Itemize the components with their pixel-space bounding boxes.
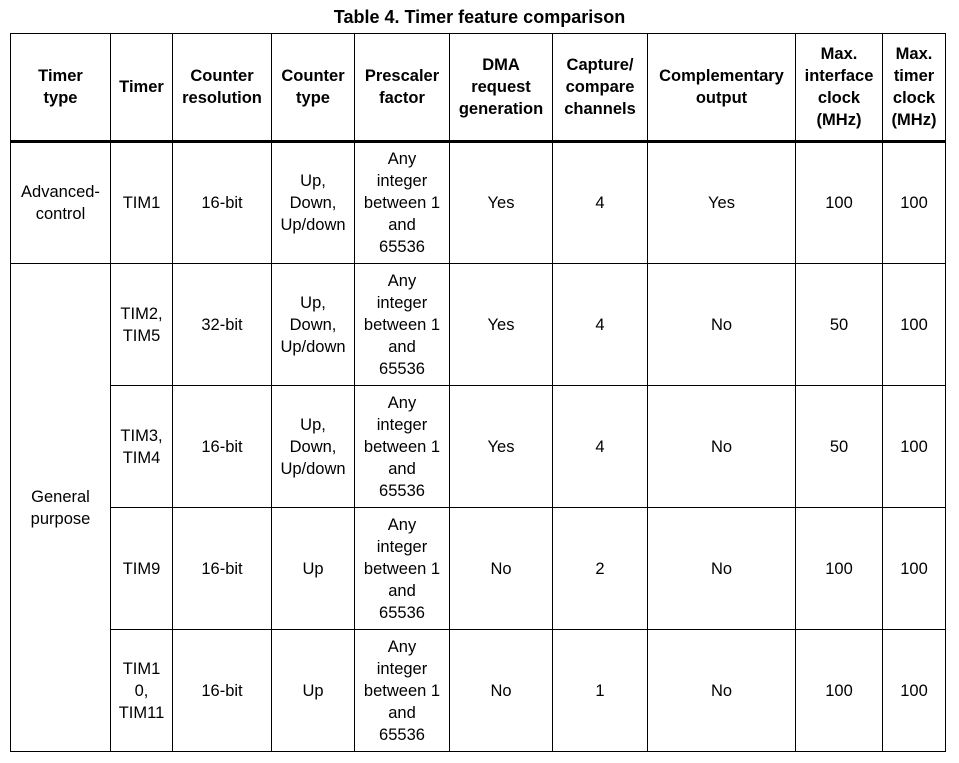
- cell-max-timer-clock: 100: [883, 630, 946, 752]
- cell-complementary-output: No: [648, 630, 796, 752]
- cell-timer: TIM1 0, TIM11: [111, 630, 173, 752]
- timer-type-advanced-control: Advanced- control: [11, 142, 111, 264]
- cell-counter-resolution: 16-bit: [173, 142, 272, 264]
- cell-capture-compare: 4: [553, 386, 648, 508]
- cell-capture-compare: 4: [553, 264, 648, 386]
- cell-max-interface-clock: 100: [796, 142, 883, 264]
- header-max-timer-clock: Max. timer clock (MHz): [883, 34, 946, 142]
- cell-complementary-output: No: [648, 264, 796, 386]
- cell-capture-compare: 1: [553, 630, 648, 752]
- timer-type-general-purpose: General purpose: [11, 264, 111, 752]
- cell-max-timer-clock: 100: [883, 142, 946, 264]
- cell-counter-type: Up: [272, 630, 355, 752]
- cell-prescaler-factor: Any integer between 1 and 65536: [355, 142, 450, 264]
- cell-prescaler-factor: Any integer between 1 and 65536: [355, 630, 450, 752]
- cell-prescaler-factor: Any integer between 1 and 65536: [355, 386, 450, 508]
- cell-max-timer-clock: 100: [883, 508, 946, 630]
- cell-counter-type: Up, Down, Up/down: [272, 142, 355, 264]
- cell-max-interface-clock: 50: [796, 264, 883, 386]
- cell-max-interface-clock: 100: [796, 508, 883, 630]
- cell-counter-type: Up, Down, Up/down: [272, 386, 355, 508]
- cell-dma-request: No: [450, 508, 553, 630]
- header-timer-type: Timer type: [11, 34, 111, 142]
- cell-prescaler-factor: Any integer between 1 and 65536: [355, 264, 450, 386]
- cell-counter-resolution: 16-bit: [173, 630, 272, 752]
- cell-capture-compare: 2: [553, 508, 648, 630]
- table-caption: Table 4. Timer feature comparison: [333, 7, 626, 27]
- table-row: [11, 630, 946, 752]
- table-row: [11, 508, 946, 630]
- cell-dma-request: Yes: [450, 386, 553, 508]
- cell-complementary-output: No: [648, 508, 796, 630]
- cell-timer: TIM9: [111, 508, 173, 630]
- cell-max-timer-clock: 100: [883, 386, 946, 508]
- table-row: [11, 264, 946, 386]
- cell-counter-resolution: 32-bit: [173, 264, 272, 386]
- cell-complementary-output: No: [648, 386, 796, 508]
- cell-timer: TIM1: [111, 142, 173, 264]
- header-complementary-output: Complementary output: [648, 34, 796, 142]
- header-timer: Timer: [111, 34, 173, 142]
- cell-max-interface-clock: 100: [796, 630, 883, 752]
- cell-prescaler-factor: Any integer between 1 and 65536: [355, 508, 450, 630]
- cell-capture-compare: 4: [553, 142, 648, 264]
- table-row: [11, 142, 946, 264]
- header-counter-type: Counter type: [272, 34, 355, 142]
- cell-counter-resolution: 16-bit: [173, 508, 272, 630]
- cell-counter-resolution: 16-bit: [173, 386, 272, 508]
- header-row: [11, 34, 946, 142]
- cell-max-interface-clock: 50: [796, 386, 883, 508]
- cell-max-timer-clock: 100: [883, 264, 946, 386]
- cell-timer: TIM3, TIM4: [111, 386, 173, 508]
- cell-dma-request: Yes: [450, 142, 553, 264]
- cell-dma-request: No: [450, 630, 553, 752]
- cell-timer: TIM2, TIM5: [111, 264, 173, 386]
- cell-dma-request: Yes: [450, 264, 553, 386]
- header-dma-request: DMA request generation: [450, 34, 553, 142]
- header-counter-resolution: Counter resolution: [173, 34, 272, 142]
- cell-counter-type: Up: [272, 508, 355, 630]
- header-prescaler-factor: Prescaler factor: [355, 34, 450, 142]
- table-row: [11, 386, 946, 508]
- header-max-interface-clock: Max. interface clock (MHz): [796, 34, 883, 142]
- timer-comparison-table: [10, 33, 946, 752]
- header-capture-compare: Capture/ compare channels: [553, 34, 648, 142]
- cell-counter-type: Up, Down, Up/down: [272, 264, 355, 386]
- cell-complementary-output: Yes: [648, 142, 796, 264]
